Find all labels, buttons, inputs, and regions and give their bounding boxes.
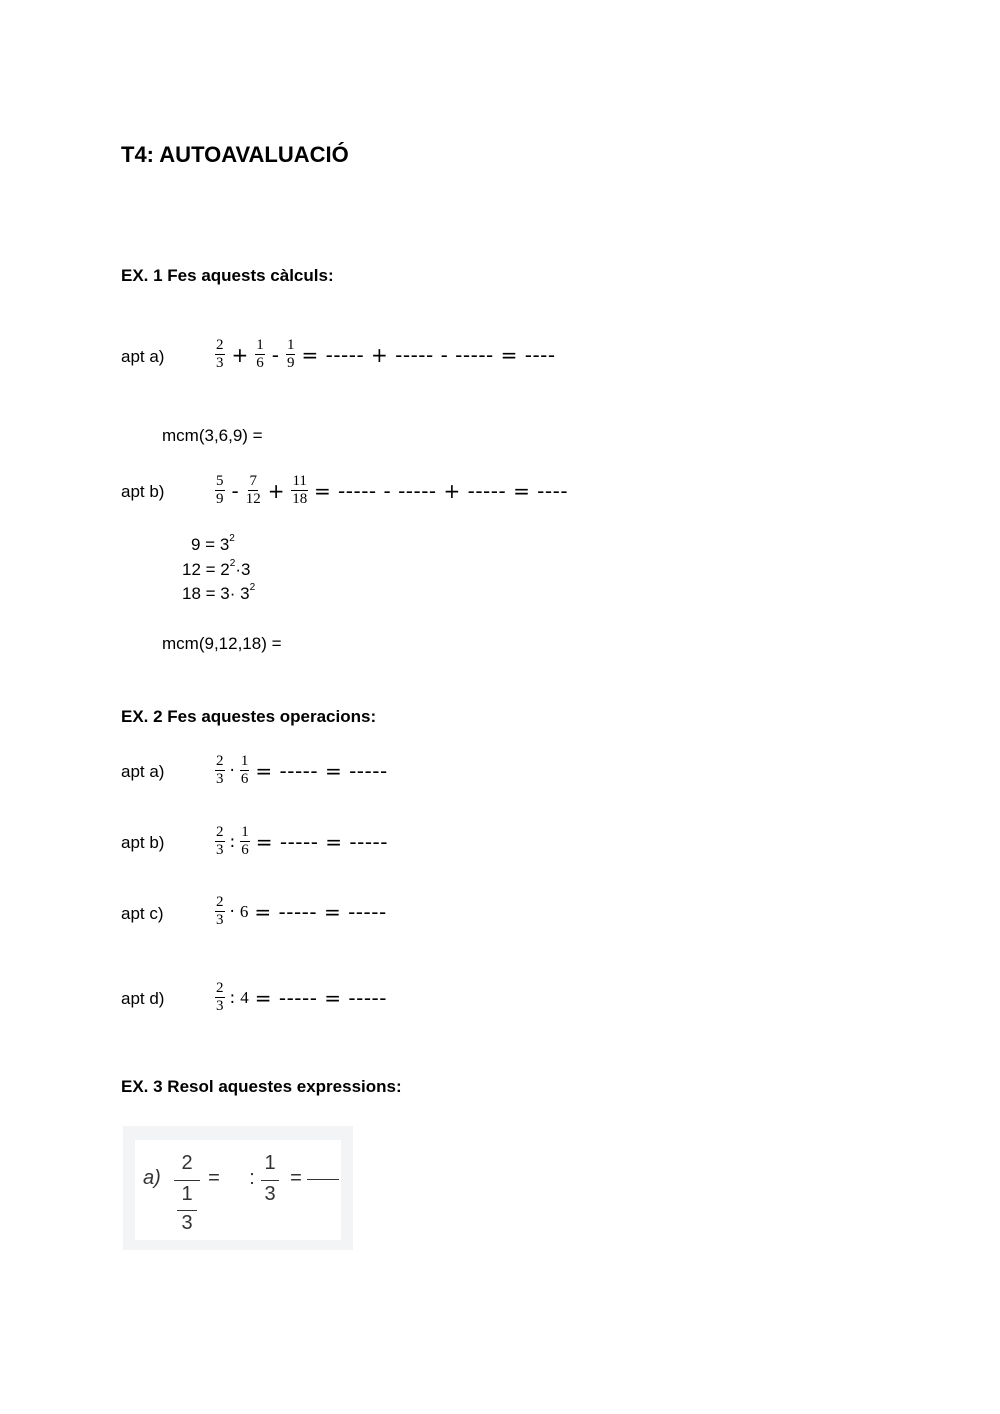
denominator: 18 [292,491,308,507]
denominator: 12 [245,491,261,507]
operator: - [271,342,279,367]
equals-sign: = [208,1167,220,1189]
numerator: 11 [292,473,307,489]
fraction [215,981,225,1014]
operator: + [231,342,249,367]
ex1-b-expression [213,474,568,507]
denominator: 3 [216,998,224,1014]
ex2-a-label: apt a) [121,762,165,781]
fraction [215,895,225,928]
operator: : [229,987,236,1008]
ex2-c-expression [213,895,387,928]
ex1-a-expression [213,338,556,371]
ex3-expression-panel [135,1140,341,1240]
denominator: 9 [286,355,295,371]
factorization-9 [191,535,235,555]
answer-blanks: = ----- = ----- [254,899,387,924]
factor-text: 9 = 3 [191,535,230,554]
fraction-bar [177,1210,197,1211]
fraction-bar [261,1180,279,1181]
fraction-bar [174,1180,200,1181]
denominator: 3 [216,842,224,858]
numerator: 1 [286,337,295,353]
equals-sign: = [290,1167,302,1189]
fraction [286,338,296,371]
fraction [215,754,225,787]
answer-blanks: = ----- - ----- + ----- = ---- [313,478,569,503]
factor-text: 12 = 2 [182,560,230,579]
fraction [215,474,225,507]
ex2-heading: EX. 2 Fes aquestes operacions: [121,707,377,726]
ex2-b-expression [213,825,388,858]
factorization-12 [182,560,250,580]
factorization-18 [182,584,255,604]
answer-blanks: = ----- = ----- [255,829,388,854]
numerator: 7 [249,473,257,489]
ex3-heading: EX. 3 Resol aquestes expressions: [121,1077,402,1096]
page-title: T4: AUTOAVALUACIÓ [121,142,349,167]
ex3-expression-image [123,1126,353,1250]
whole-number: 6 [239,901,249,921]
ex2-d-expression [213,981,387,1014]
denominator: 6 [241,842,249,858]
complex-fraction-numerator: 2 [181,1152,193,1174]
ex1-a-label: apt a) [121,347,165,366]
exponent: 2 [229,558,236,569]
fraction [246,474,261,507]
answer-line [307,1179,339,1180]
denominator: 6 [256,355,264,371]
fraction-numerator: 1 [264,1152,276,1174]
division-sign: : [249,1167,255,1189]
fraction [255,338,265,371]
factor-text: 18 = 3· 3 [182,584,250,603]
fraction [215,338,225,371]
ex1-b-label: apt b) [121,482,165,501]
fraction [291,474,307,507]
operator: · [229,760,235,781]
exponent: 2 [229,533,235,544]
numerator: 2 [216,337,224,353]
operator: : [229,831,236,852]
exponent: 2 [249,582,256,593]
numerator: 1 [256,337,264,353]
answer-blanks: = ----- + ----- - ----- = ---- [301,342,556,367]
answer-blanks: = ----- = ----- [255,758,388,783]
denominator: 3 [216,912,224,928]
whole-number: 4 [240,987,249,1007]
ex1-a-mcm: mcm(3,6,9) = [162,426,263,445]
ex1-heading: EX. 1 Fes aquests càlculs: [121,266,334,285]
fraction [240,825,250,858]
denominator: 3 [216,771,224,787]
numerator: 2 [216,894,224,910]
numerator: 2 [216,980,224,996]
numerator: 2 [216,824,224,840]
fraction [215,825,225,858]
operator: - [231,478,239,503]
ex3-a-label: a) [143,1167,161,1189]
ex1-b-mcm: mcm(9,12,18) = [162,634,282,653]
numerator: 1 [240,753,249,769]
ex2-b-label: apt b) [121,833,165,852]
numerator: 5 [216,473,224,489]
answer-blanks: = ----- = ----- [254,985,387,1010]
numerator: 2 [216,753,224,769]
inner-denominator: 3 [181,1212,193,1234]
numerator: 1 [241,824,249,840]
inner-numerator: 1 [181,1183,193,1205]
ex2-a-expression [213,754,388,787]
factor-text: ·3 [235,560,251,579]
denominator: 9 [216,491,224,507]
fraction [240,754,250,787]
operator: · [229,901,235,922]
operator: + [267,478,285,503]
denominator: 3 [216,355,224,371]
ex2-d-label: apt d) [121,989,165,1008]
fraction-denominator: 3 [264,1183,276,1205]
denominator: 6 [240,771,249,787]
ex2-c-label: apt c) [121,904,164,923]
